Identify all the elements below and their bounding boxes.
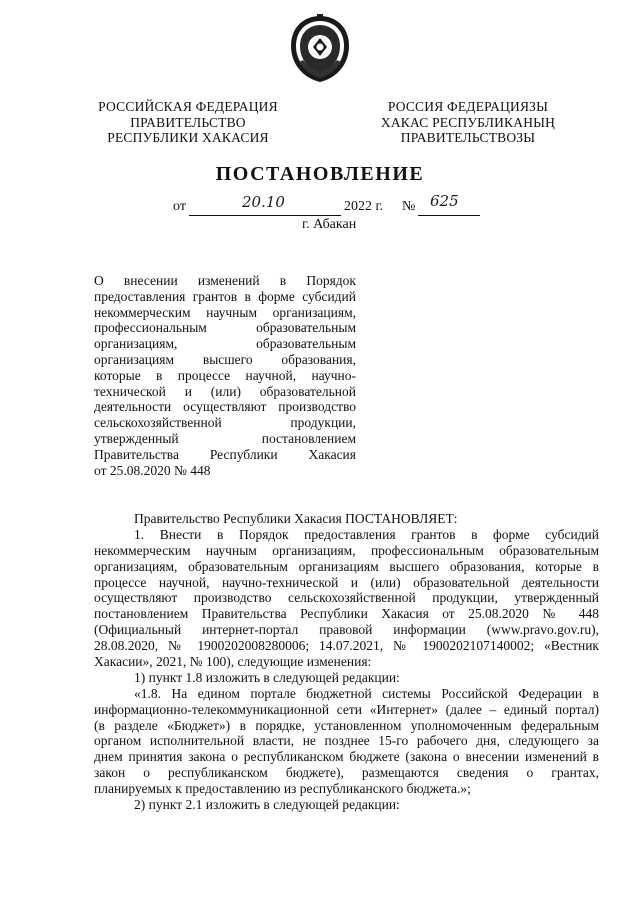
handwritten-number: 625 (430, 192, 459, 210)
subject-line: Правительства Республики Хакасия (94, 446, 356, 462)
body-line: (в разделе «Бюджет») в порядке, установленном уполномоченным федеральным (94, 717, 599, 733)
header-russian (88, 99, 288, 146)
header-khakas (368, 99, 568, 146)
header-left-line-3: РЕСПУБЛИКИ ХАКАСИЯ (107, 130, 269, 145)
document-subject (94, 273, 356, 478)
body-line: органом исполнительной власти, не позднее 15-го рабочего дня, следующего за (94, 733, 599, 749)
document-body (94, 511, 599, 813)
date-underline (189, 215, 341, 216)
header-right-line-1: РОССИЯ ФЕДЕРАЦИЯЗЫ (387, 99, 549, 114)
header-right-line-3: ПРАВИТЕЛЬСТВОЗЫ (400, 130, 536, 145)
date-prefix: от (173, 199, 186, 214)
subject-line: О внесении изменений в Порядок (94, 273, 356, 288)
body-line: Хакасии», 2021, № 100), следующие изменения: (94, 654, 372, 670)
date-year: 2022 г. (344, 199, 384, 214)
body-line: (Официальный интернет-портал правовой информации (www.pravo.gov.ru), (94, 622, 599, 638)
body-line: 1. Внести в Порядок предоставления грантов в форме субсидий (134, 526, 599, 542)
body-line: процессе научной, научно-технической и (или) образовательной деятельности (94, 574, 599, 590)
body-line: закон о республиканском бюджете), размещаются сведения о грантах, (94, 765, 599, 781)
document-title: ПОСТАНОВЛЕНИЕ (215, 163, 425, 185)
handwritten-date: 20.10 (242, 193, 285, 211)
body-line: постановлением Правительства Республики Хакасия от 25.08.2020 № 448 (94, 606, 599, 622)
city-name: г. Абакан (302, 217, 357, 232)
subject-line: организациям, образовательным (94, 336, 356, 352)
header-right-line-2: ХАКАС РЕСПУБЛИКАНЫҢ (380, 114, 556, 130)
header-left-line-1: РОССИЙСКАЯ ФЕДЕРАЦИЯ (98, 99, 278, 114)
body-line: планируемых к предоставлению из республиканского бюджета.»; (94, 781, 471, 797)
subject-line: некоммерческим научным организациям, (94, 304, 356, 320)
subject-line: утвержденный постановлением (94, 430, 356, 446)
body-line: некоммерческим научным организациям, профессиональным образовательным (94, 542, 599, 558)
body-line: 28.08.2020, № 1900202008280006; 14.07.2021, № 1900202107140002; «Вестник (94, 638, 599, 654)
subject-line: профессиональным образовательным (94, 320, 356, 336)
subject-line: технической и (или) образовательной (94, 383, 356, 399)
body-line: осуществляют производство сельскохозяйственной продукции, утвержденный (94, 590, 599, 606)
number-sign: № (402, 199, 416, 214)
subject-line: от 25.08.2020 № 448 (94, 462, 211, 478)
body-line: 2) пункт 2.1 изложить в следующей редакции: (134, 797, 400, 813)
subject-line: предоставления грантов в форме субсидий (94, 288, 356, 304)
subject-line: организациям высшего образования, (94, 351, 356, 367)
subject-line: которые в процессе научной, научно- (94, 367, 356, 383)
body-line: днем принятия закона о республиканском бюджете (закона о внесении изменений в (94, 749, 599, 765)
body-line: «1.8. На едином портале бюджетной системы Российской Федерации в (134, 685, 599, 701)
body-line: 1) пункт 1.8 изложить в следующей редакции: (134, 669, 400, 685)
body-line: Правительство Республики Хакасия ПОСТАНОВЛЯЕТ: (134, 511, 458, 526)
number-underline (418, 215, 480, 216)
subject-line: сельскохозяйственной продукции, (94, 415, 356, 431)
subject-line: деятельности осуществляют производство (94, 399, 356, 415)
coat-of-arms-emblem (287, 14, 353, 84)
body-line: информационно-телекоммуникационной сети «Интернет» (далее – единый портал) (94, 701, 599, 717)
header-left-line-2: ПРАВИТЕЛЬСТВО (130, 114, 246, 130)
body-line: организациям, образовательным организациям высшего образования, которые в (94, 558, 599, 574)
